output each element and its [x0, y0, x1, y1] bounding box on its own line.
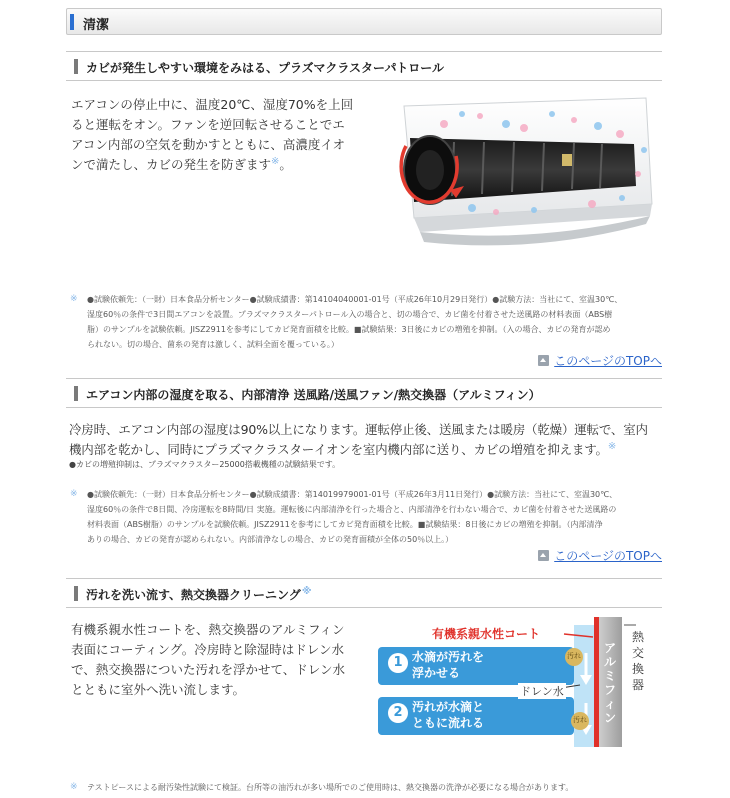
- footnote-star: ※: [607, 441, 617, 452]
- footnote-line: ●試験依頼先：（一財）日本食品分析センター●試験成績書：第14019979001-01号（平成26年3月11日発行）●試験方法：当社にて、室温30℃、: [87, 490, 618, 499]
- s1-body-line: アコン内部の空気を動かすとともに、高濃度イオ: [71, 137, 346, 152]
- subheading-text: カビが発生しやすい環境をみはる、プラズマクラスターパトロール: [86, 61, 444, 75]
- subheading-text: エアコン内部の湿度を取る、内部清浄 送風路/送風ファン/熱交換器（アルミフィン）: [86, 388, 541, 402]
- dirt-label: 汚れ: [573, 716, 587, 724]
- subheading-hx-cleaning: [66, 578, 662, 608]
- heat-exchanger-diagram: [374, 617, 660, 747]
- back-to-top-link[interactable]: [538, 547, 662, 564]
- arrow-up-icon: [538, 550, 549, 561]
- fin-label: アルミフィン: [603, 641, 616, 725]
- footnote-mark: ※: [70, 294, 78, 304]
- arrow-up-icon: [538, 355, 549, 366]
- footnote-line: られない。切の場合、菌糸の発育は激しく、試料全面を覆っている。）: [87, 340, 339, 349]
- s3-body-line: 有機系親水性コートを、熱交換器のアルミフィン: [71, 622, 345, 637]
- step2-line: 汚れが水滴と: [412, 700, 485, 714]
- s3-footnote: [70, 780, 662, 795]
- s1-body-line-text: ンで満たし、カビの発生を防ぎます: [71, 157, 272, 172]
- back-to-top-label: このページのTOPへ: [554, 354, 662, 368]
- subheading-plasma-patrol: [66, 51, 662, 81]
- s1-body: [71, 95, 371, 177]
- s3-body-line: とともに室外へ洗い流します。: [71, 682, 246, 697]
- subheading-text: [86, 586, 312, 603]
- s1-footnote: [70, 292, 662, 352]
- s1-body-line: ンで満たし、カビの発生を防ぎます※。: [71, 156, 292, 172]
- step1-line: 浮かせる: [412, 666, 461, 680]
- aircon-fan-illustration: [384, 94, 660, 260]
- coat-label: 有機系親水性コート: [432, 627, 541, 641]
- s2-body: [69, 420, 664, 462]
- step2-number-badge: 2: [388, 703, 408, 723]
- footnote-mark: ※: [70, 489, 78, 499]
- footnote-line: 湿度60％の条件で3日間エアコンを設置。プラズマクラスターパトロール入の場合と、切の場合で、カビ菌を付着させた送風路の材料表面（ABS樹: [87, 310, 613, 319]
- subheading-bar: [74, 586, 78, 601]
- drain-water-label: ドレン水: [520, 685, 564, 698]
- step1-text: [412, 649, 484, 681]
- s1-body-line: エアコンの停止中に、温度20℃、湿度70%を上回: [71, 97, 354, 112]
- back-to-top-link[interactable]: [538, 352, 662, 369]
- s1-body-line: ると運転をオン。ファンを逆回転させることでエ: [71, 117, 345, 132]
- hx-label: 熱交換器: [631, 630, 644, 692]
- footnote-line: 湿度60％の条件で8日間、冷房運転を8時間/日 実施。運転後に内部清浄を行った場合と、内部清浄を行わない場合で、カビ菌を付着させた送風路の: [87, 505, 617, 514]
- footnote-line: 脂）のサンプルを試験依頼。JISZ2911を参考にしてカビ発育面積を比較。■試験結果：3日後にカビの増殖を抑制。（入の場合、カビの発育が認め: [87, 325, 611, 334]
- step1-line: 水滴が汚れを: [412, 650, 485, 664]
- s2-footnote: [70, 487, 662, 547]
- step2-line: ともに流れる: [412, 716, 485, 730]
- s2-body-line: 冷房時、エアコン内部の湿度は90%以上になります。運転停止後、送風または暖房（乾燥）運転で、室内: [69, 422, 648, 437]
- section-header: [66, 8, 662, 35]
- subheading-label: 汚れを洗い流す、熱交換器クリーニング: [86, 588, 301, 602]
- footnote-line: 材料表面（ABS樹脂）のサンプルを試験依頼。JISZ2911を参考にしてカビ発育面積を比較。■試験結果：8日後にカビの増殖を抑制。（内部清浄: [87, 520, 603, 529]
- back-to-top-label: このページのTOPへ: [554, 549, 662, 563]
- footnote-line: ●試験依頼先：（一財）日本食品分析センター●試験成績書：第14104040001-01号（平成26年10月29日発行）●試験方法：当社にて、室温30℃、: [87, 295, 623, 304]
- s3-body-line: で、熱交換器についた汚れを浮かせて、ドレン水: [71, 662, 345, 677]
- footnote-line: ありの場合、カビの発育が認められない。内部清浄なしの場合、カビの発育面積が全体の50％以上。）: [87, 535, 454, 544]
- step1-number-badge: 1: [388, 653, 408, 673]
- footnote-star: ※: [271, 156, 280, 167]
- footnote-mark: ※: [70, 782, 78, 792]
- subheading-bar: [74, 386, 78, 401]
- s2-body-line-text: 機内部を乾かし、同時にプラズマクラスターイオンを室内機内部に送り、カビの増殖を抑えます。: [69, 442, 608, 457]
- subheading-internal-clean: [66, 378, 662, 408]
- section-title: 清潔: [83, 18, 110, 33]
- dirt-label: 汚れ: [567, 652, 581, 660]
- subheading-bar: [74, 59, 78, 74]
- footnote-line: テストピースによる耐汚染性試験にて検証。台所等の油汚れが多い場所でのご使用時は、熱交換器の洗浄が必要になる場合があります。: [87, 783, 574, 792]
- s2-sub-note: ●カビの増殖抑制は、プラズマクラスター25000搭載機種の試験結果です。: [69, 460, 341, 469]
- coat-layer: [594, 617, 599, 747]
- s3-body: [71, 620, 371, 700]
- s3-body-line: 表面にコーティング。冷房時と除湿時はドレン水: [71, 642, 344, 657]
- section-accent-bar: [70, 14, 74, 30]
- step2-text: [412, 699, 484, 731]
- footnote-star: ※: [301, 586, 312, 597]
